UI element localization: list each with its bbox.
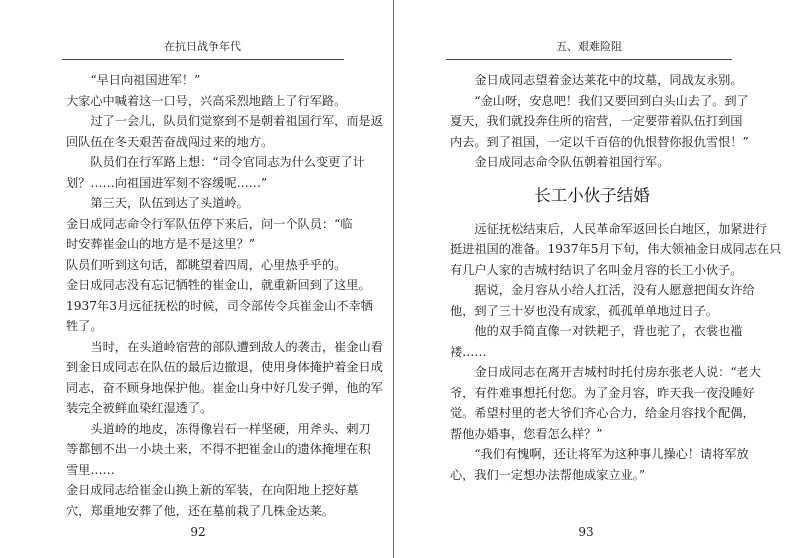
right-page-text-top [450,70,749,173]
section-title: 长工小伙子结婚 [534,185,650,205]
text-line: 同志，奋不顾身地保护他。崔金山身中好几发子弹，他的军 [66,380,383,395]
text-line: 回队伍在冬天艰苦奋战闯过来的地方。 [66,134,274,149]
text-line: 装完全被鲜血染红湿透了。 [66,401,213,415]
text-line: 第三天，队伍到达了头道岭。 [90,196,249,210]
text-line: 队员们听到这句话，都眺望着四周，心里热乎乎的。 [66,257,347,272]
text-line: 过了一会儿，队员们觉察到不是朝着祖国行军，而是返 [90,114,383,128]
text-line: 雪里…… [66,462,115,477]
text-line: 当时，在头道岭宿营的部队遭到敌人的袭击，崔金山看 [90,339,383,354]
text-line: 远征抚松结束后，人民革命军返回长白地区，加紧进行 [474,221,767,236]
text-line: 金日成同志给崔金山换上新的军装，在向阳地上挖好墓 [66,483,359,497]
text-line: “我们有愧啊，还让将军为这种事儿操心！请将军放 [474,447,749,461]
text-line: 金日成同志望着金达莱花中的坟墓，同战友永别。 [474,73,743,87]
text-line: 队员们在行军路上想：“司令官同志为什么变更了计 [90,155,365,169]
left-running-header: 在抗日战争年代 [164,40,241,53]
text-line: “金山呀，安息吧！我们又要回到白头山去了。到了 [474,93,749,108]
right-header-rule [446,59,732,60]
text-line: 划？……向祖国进军刻不容缓呢……” [66,175,268,190]
right-page-body [450,70,782,485]
left-page-number: 92 [190,525,206,539]
text-line: 夏天，我们就投奔住所的宿营，一定要带着队伍打到国 [450,114,743,128]
text-line: 等都刨不出一小块土来，不得不把崔金山的遗体掩埋在积 [66,442,371,456]
right-page-number: 93 [578,525,594,539]
text-line: 他的双手简直像一对铁耙子，背也驼了，衣裳也褴 [474,324,743,338]
text-line: 1937年3月远征抚松的时候，司令部传令兵崔金山不幸牺 [66,298,373,313]
text-line: 头道岭的地皮，冻得像岩石一样坚硬，用斧头、剌刀 [90,421,371,436]
text-line: 金日成同志命令行军队伍停下来后，问一个队员：“临 [66,216,353,231]
text-line: 褛…… [450,344,487,359]
text-line: 爷，有件难事想托付您。为了金月容，昨天我一夜没睡好 [450,385,755,400]
text-line: 金日成同志命令队伍朝着祖国行军。 [474,155,670,169]
left-page-body [66,70,383,521]
text-line: 内去。到了祖国，一定以千百倍的仇恨替你报仇雪恨！” [450,134,749,149]
text-line: “早日向祖国进军！” [90,73,201,87]
text-line: 挺进祖国的准备。1937年5月下旬，伟大领袖金日成同志在只 [450,242,782,256]
right-page [394,0,787,558]
left-page [0,0,393,558]
text-line: 时安葬崔金山的地方是不是这里？” [66,237,256,251]
text-line: 穴，郑重地安葬了他，还在墓前栽了几株金达莱。 [66,503,335,518]
right-running-header: 五、艰难险阻 [556,40,622,53]
text-line: 他，到了三十岁也没有成家，孤孤单单地过日子。 [450,303,719,318]
left-header-rule [62,59,344,60]
text-line: 据说，金月容从小给人扛活，没有人愿意把闺女许给 [474,283,755,297]
text-line: 金日成同志没有忘记牺牲的崔金山，就重新回到了这里。 [66,278,371,292]
text-line: 心，我们一定想办法帮他成家立业。” [450,467,646,482]
text-line: 有几户人家的吉城村结识了名叫金月容的长工小伙子。 [450,262,743,277]
text-line: 觉。希望村里的老大爷们齐心合力，给金月容找个配偶， [450,406,755,420]
text-line: 金日成同志在离开吉城村时托付房东张老人说：“老大 [474,365,761,379]
text-line: 到金日成同志在队伍的最后边撤退，使用身体掩护着金日成 [66,360,383,374]
right-page-text-bottom [450,219,782,486]
text-line: 大家心中喊着这一口号，兴高采烈地踏上了行军路。 [66,93,347,108]
text-line: 牲了。 [66,319,103,333]
text-line: 帮他办婚事，您看怎么样？” [450,426,603,441]
